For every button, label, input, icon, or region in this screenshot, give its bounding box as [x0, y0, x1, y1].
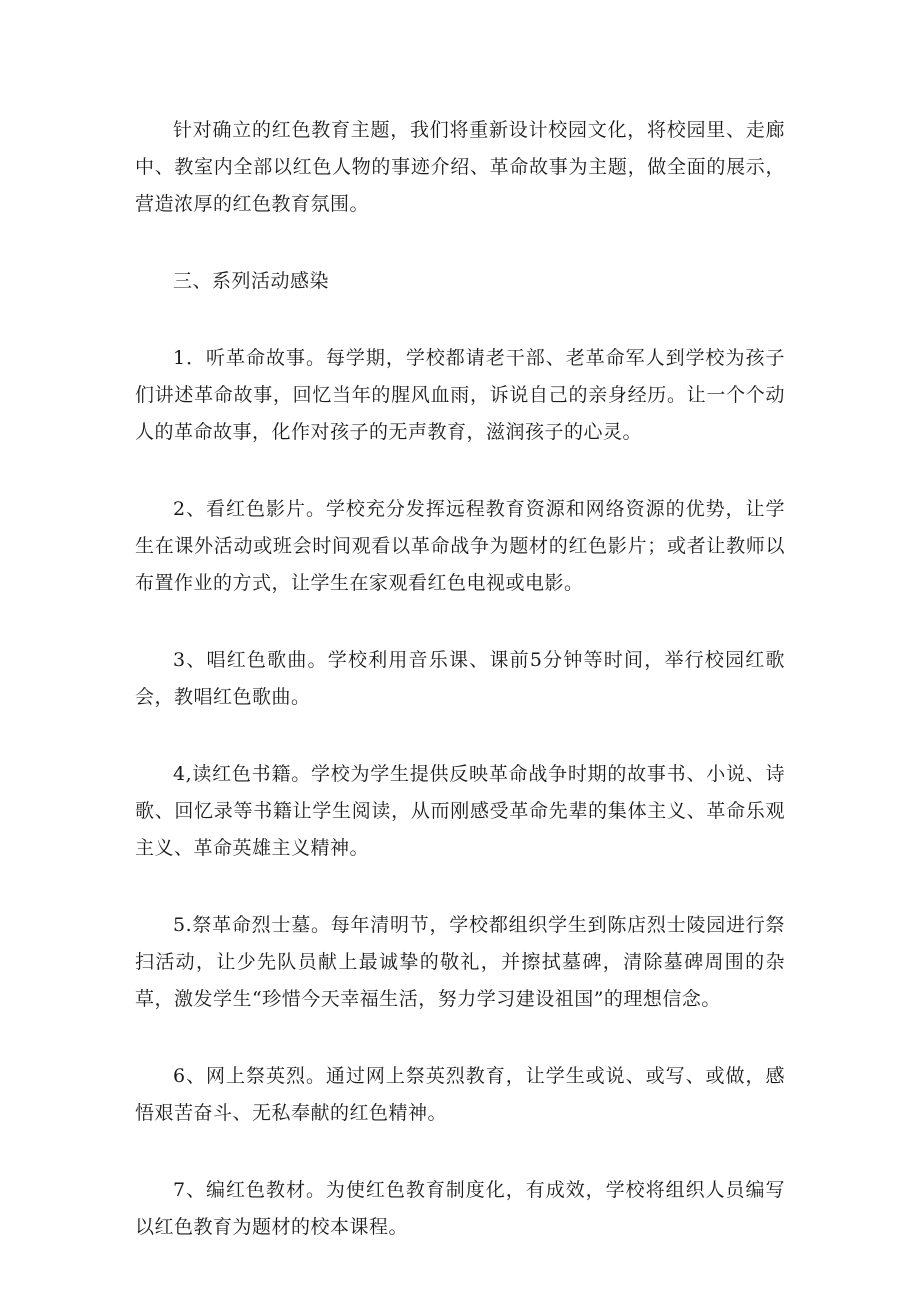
- paragraph-item-2: 2、看红色影片。学校充分发挥远程教育资源和网络资源的优势，让学生在课外活动或班会时间观看以革命战争为题材的红色影片；或者让教师以布置作业的方式，让学生在家观看红色电视或电影。: [135, 498, 785, 594]
- paragraph-item-5: 5.祭革命烈士墓。每年清明节，学校都组织学生到陈店烈士陵园进行祭扫活动，让少先队员献上最诚挚的敬礼，并擦拭墓碑，清除墓碑周围的杂草，激发学生“珍惜今天幸福生活，努力学习建设祖国”的理想信念。: [135, 914, 785, 1010]
- section-heading: 三、系列活动感染: [173, 270, 330, 292]
- document-body: [135, 112, 785, 1286]
- paragraph-item-3: 3、唱红色歌曲。学校利用音乐课、课前5分钟等时间，举行校园红歌会，教唱红色歌曲。: [135, 649, 785, 708]
- paragraph-item-7: 7、编红色教材。为使红色教育制度化，有成效，学校将组织人员编写以红色教育为题材的校本课程。: [135, 1179, 785, 1238]
- paragraph-item-1: 1．听革命故事。每学期，学校都请老干部、老革命军人到学校为孩子们讲述革命故事，回忆当年的腥风血雨，诉说自己的亲身经历。让一个个动人的革命故事，化作对孩子的无声教育，滋润孩子的心灵。: [135, 347, 785, 443]
- paragraph-item-6: 6、网上祭英烈。通过网上祭英烈教育，让学生或说、或写、或做，感悟艰苦奋斗、无私奉献的红色精神。: [135, 1065, 785, 1124]
- paragraph-campus-culture: 针对确立的红色教育主题，我们将重新设计校园文化，将校园里、走廊中、教室内全部以红色人物的事迹介绍、革命故事为主题，做全面的展示，营造浓厚的红色教育氛围。: [135, 119, 785, 215]
- paragraph-item-4: 4,读红色书籍。学校为学生提供反映革命战争时期的故事书、小说、诗歌、回忆录等书籍让学生阅读，从而刚感受革命先辈的集体主义、革命乐观主义、革命英雄主义精神。: [135, 763, 785, 859]
